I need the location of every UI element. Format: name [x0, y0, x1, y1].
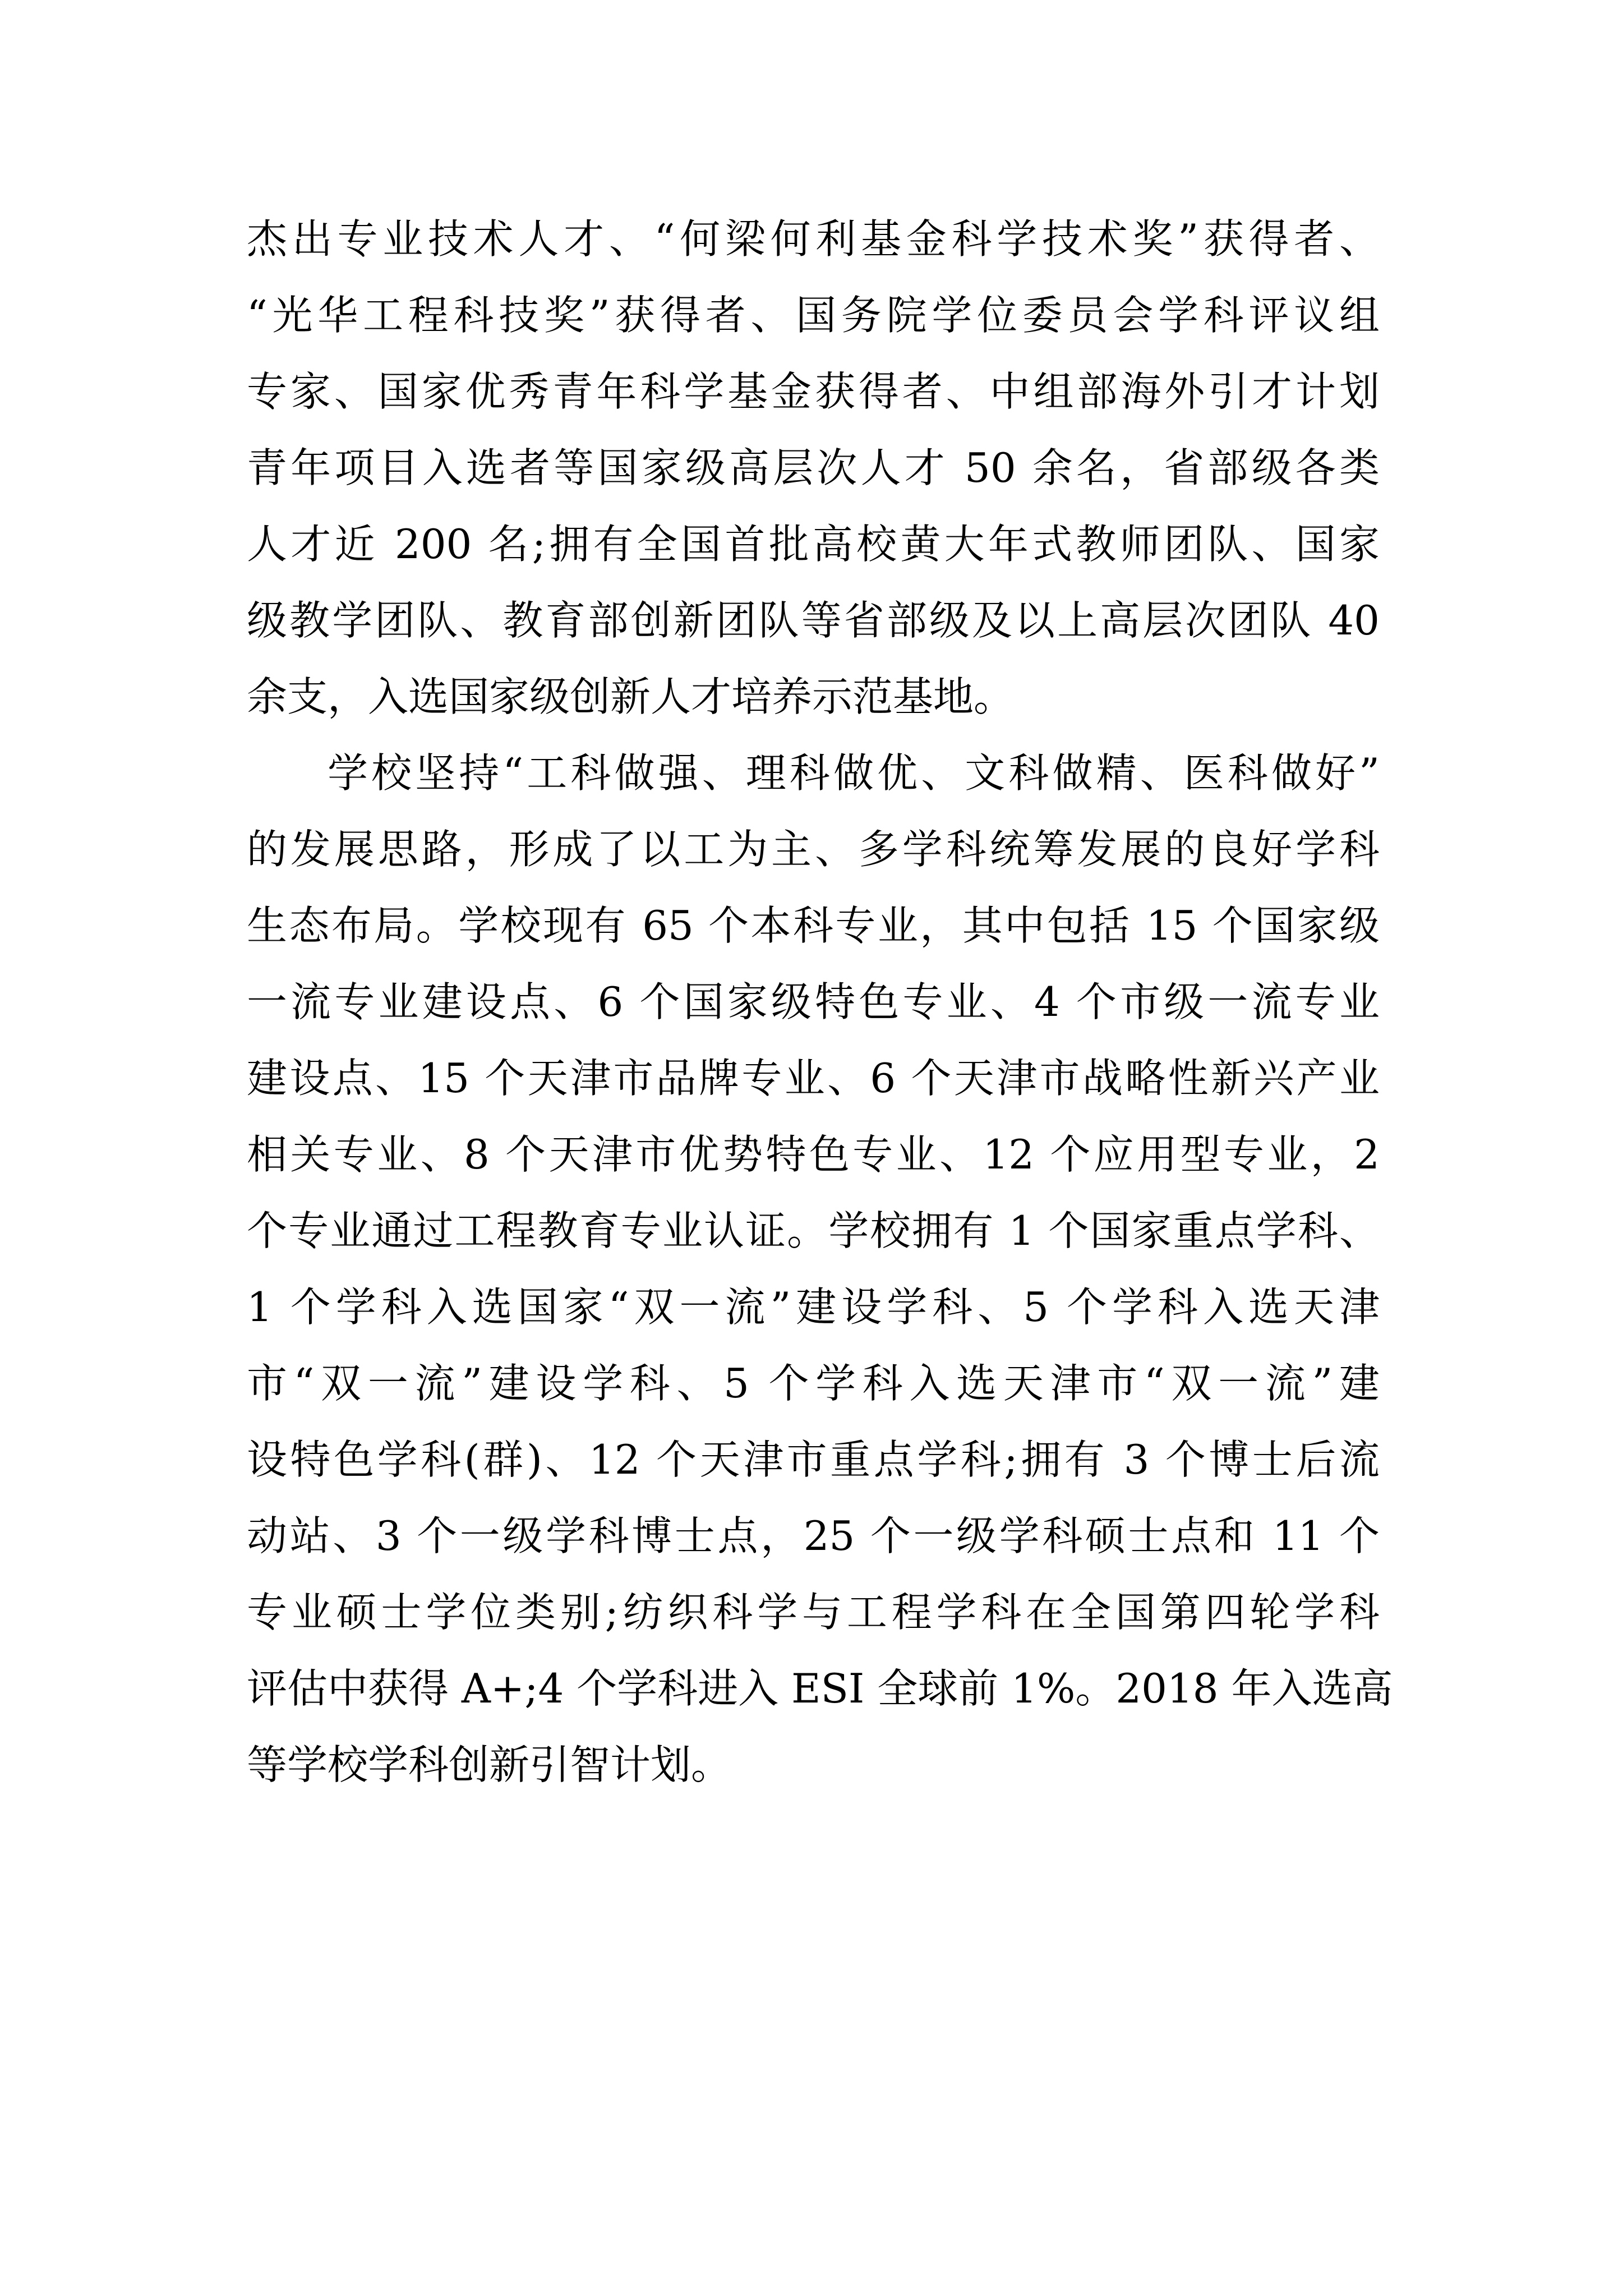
text-line: 等学校学科创新引智计划。	[247, 1741, 732, 1788]
text-line: 人才近 200 名;拥有全国首批高校黄大年式教师团队、国家	[247, 521, 1380, 568]
document-body	[247, 201, 1393, 1803]
text-line: 专业硕士学位类别;纺织科学与工程学科在全国第四轮学科	[247, 1589, 1380, 1636]
text-line: 一流专业建设点、6 个国家级特色专业、4 个市级一流专业	[247, 978, 1380, 1025]
paragraph-talent	[247, 201, 1380, 735]
text-line: 学校坚持“工科做强、理科做优、文科做精、医科做好”	[328, 749, 1380, 797]
text-line: 的发展思路，形成了以工为主、多学科统筹发展的良好学科	[247, 826, 1380, 873]
text-line: 评估中获得 A+;4 个学科进入 ESI 全球前 1%。2018 年入选高	[247, 1665, 1393, 1712]
text-line: 专家、国家优秀青年科学基金获得者、中组部海外引才计划	[247, 368, 1380, 415]
text-line: 余支，入选国家级创新人才培养示范基地。	[247, 673, 1015, 720]
text-line: 1 个学科入选国家“双一流”建设学科、5 个学科入选天津	[247, 1283, 1380, 1331]
text-line: 市“双一流”建设学科、5 个学科入选天津市“双一流”建	[247, 1360, 1380, 1407]
text-line: 生态布局。学校现有 65 个本科专业，其中包括 15 个国家级	[247, 902, 1380, 949]
text-line: 设特色学科(群)、12 个天津市重点学科;拥有 3 个博士后流	[247, 1436, 1380, 1483]
text-line: “光华工程科技奖”获得者、国务院学位委员会学科评议组	[247, 292, 1380, 339]
text-line: 动站、3 个一级学科博士点，25 个一级学科硕士点和 11 个	[247, 1512, 1380, 1559]
text-line: 相关专业、8 个天津市优势特色专业、12 个应用型专业，2	[247, 1131, 1380, 1178]
text-line: 个专业通过工程教育专业认证。学校拥有 1 个国家重点学科、	[247, 1207, 1380, 1254]
text-line: 青年项目入选者等国家级高层次人才 50 余名，省部级各类	[247, 444, 1380, 491]
text-line: 杰出专业技术人才、“何梁何利基金科学技术奖”获得者、	[247, 215, 1380, 263]
text-line: 级教学团队、教育部创新团队等省部级及以上高层次团队 40	[247, 597, 1380, 644]
text-line: 建设点、15 个天津市品牌专业、6 个天津市战略性新兴产业	[247, 1055, 1380, 1102]
paragraph-disciplines	[247, 735, 1393, 1803]
